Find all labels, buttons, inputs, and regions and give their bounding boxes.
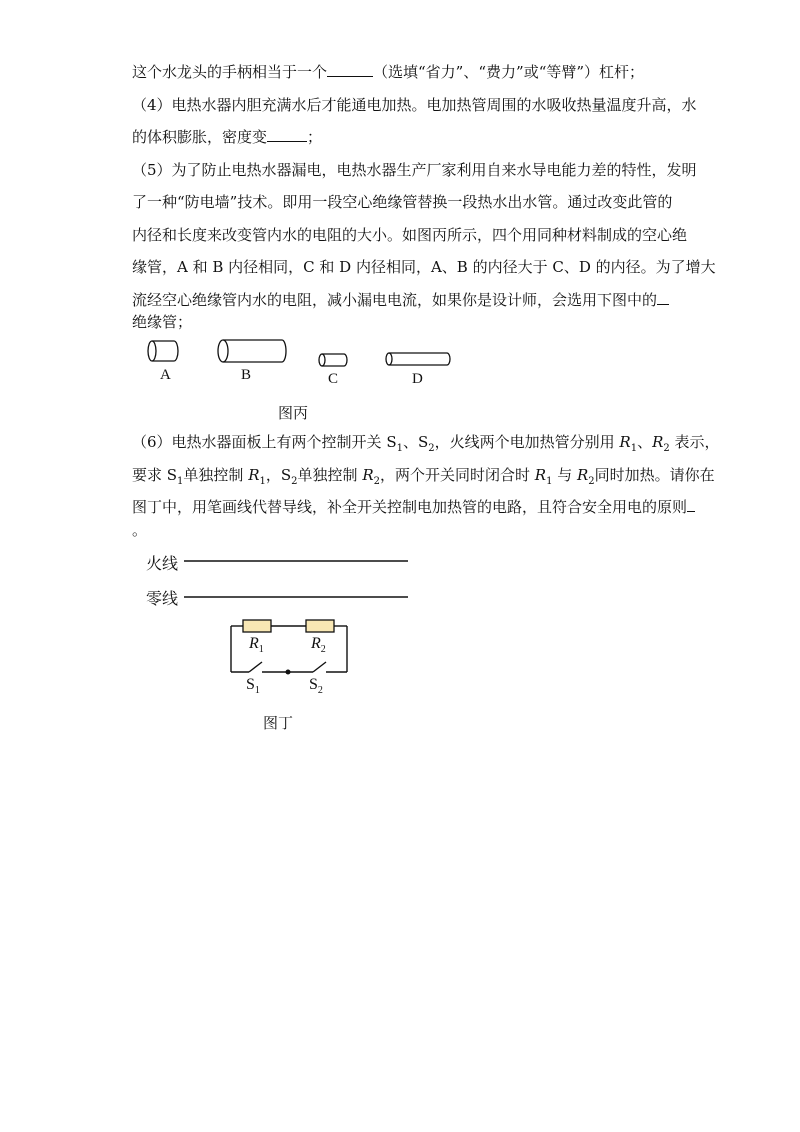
q5-line4: 缘管，A 和 B 内径相同，C 和 D 内径相同，A、B 的内径大于 C、D 的内径。为了增大	[132, 258, 716, 276]
neutral-wire-label: 零线	[146, 589, 179, 608]
switch-s1-blade	[249, 662, 262, 672]
tube-d	[386, 353, 450, 365]
figure-bing-caption: 图丙	[278, 404, 309, 422]
r1-label: $R_1$	[249, 635, 264, 656]
figure-ding-circuit	[0, 550, 800, 700]
junction-dot	[286, 670, 291, 675]
q6-line1: （6）电热水器面板上有两个控制开关 $S_1$、$S_2$，火线两个电加热管分别用 $R_1$、$R_2$ 表示，	[132, 433, 720, 454]
answer-blank[interactable]	[327, 62, 373, 77]
q4-line1: （4）电热水器内胆充满水后才能通电加热。电加热管周围的水吸收热量温度升高，水	[132, 96, 697, 114]
q5-line1: （5）为了防止电热水器漏电，电热水器生产厂家利用自来水导电能力差的特性，发明	[132, 161, 697, 179]
figure-ding-caption: 图丁	[263, 714, 294, 732]
answer-blank[interactable]	[267, 127, 307, 142]
s1-label: $S_1$	[246, 676, 260, 697]
q4-line2: 的体积膨胀，密度变 ；	[132, 128, 323, 146]
q6-line3: 图丁中，用笔画线代替导线，补全开关控制电加热管的电路，且符合安全用电的原则	[132, 497, 695, 517]
switch-s2-blade	[313, 662, 326, 672]
tube-label-b: B	[241, 367, 252, 383]
live-wire-label: 火线	[146, 554, 179, 573]
tube-label-c: C	[328, 371, 339, 387]
tube-label-d: D	[412, 371, 423, 387]
s2-label: $S_2$	[309, 676, 323, 697]
tube-label-a: A	[160, 367, 171, 383]
q5-line5: 流经空心绝缘管内水的电阻，减小漏电电流，如果你是设计师，会选用下图中的	[132, 290, 669, 310]
q6-line4: 。	[132, 521, 148, 539]
q6-line2: 要求 $S_1$单独控制 $R_1$，$S_2$单独控制 $R_2$，两个开关同时闭合时 $R_1$ 与 $R_2$同时加热。请你在	[132, 466, 715, 487]
r2-label: $R_2$	[311, 635, 326, 656]
q5-line6: 绝缘管；	[132, 313, 193, 331]
answer-blank[interactable]	[657, 290, 669, 305]
answer-blank[interactable]	[687, 497, 695, 512]
q5-line2: 了一种“防电墙”技术。即用一段空心绝缘管替换一段热水出水管。通过改变此管的	[132, 193, 673, 211]
q5-line3: 内径和长度来改变管内水的电阻的大小。如图丙所示，四个用同种材料制成的空心绝	[132, 226, 688, 244]
tube-b	[218, 340, 286, 362]
resistor-r2	[306, 620, 334, 632]
q3-tail-line: 这个水龙头的手柄相当于一个 （选填“省力”、“费力”或“等臂”）杠杆；	[132, 63, 645, 81]
tube-a	[148, 341, 178, 361]
tube-c	[319, 354, 347, 366]
figure-bing-tubes	[0, 335, 800, 415]
resistor-r1	[243, 620, 271, 632]
